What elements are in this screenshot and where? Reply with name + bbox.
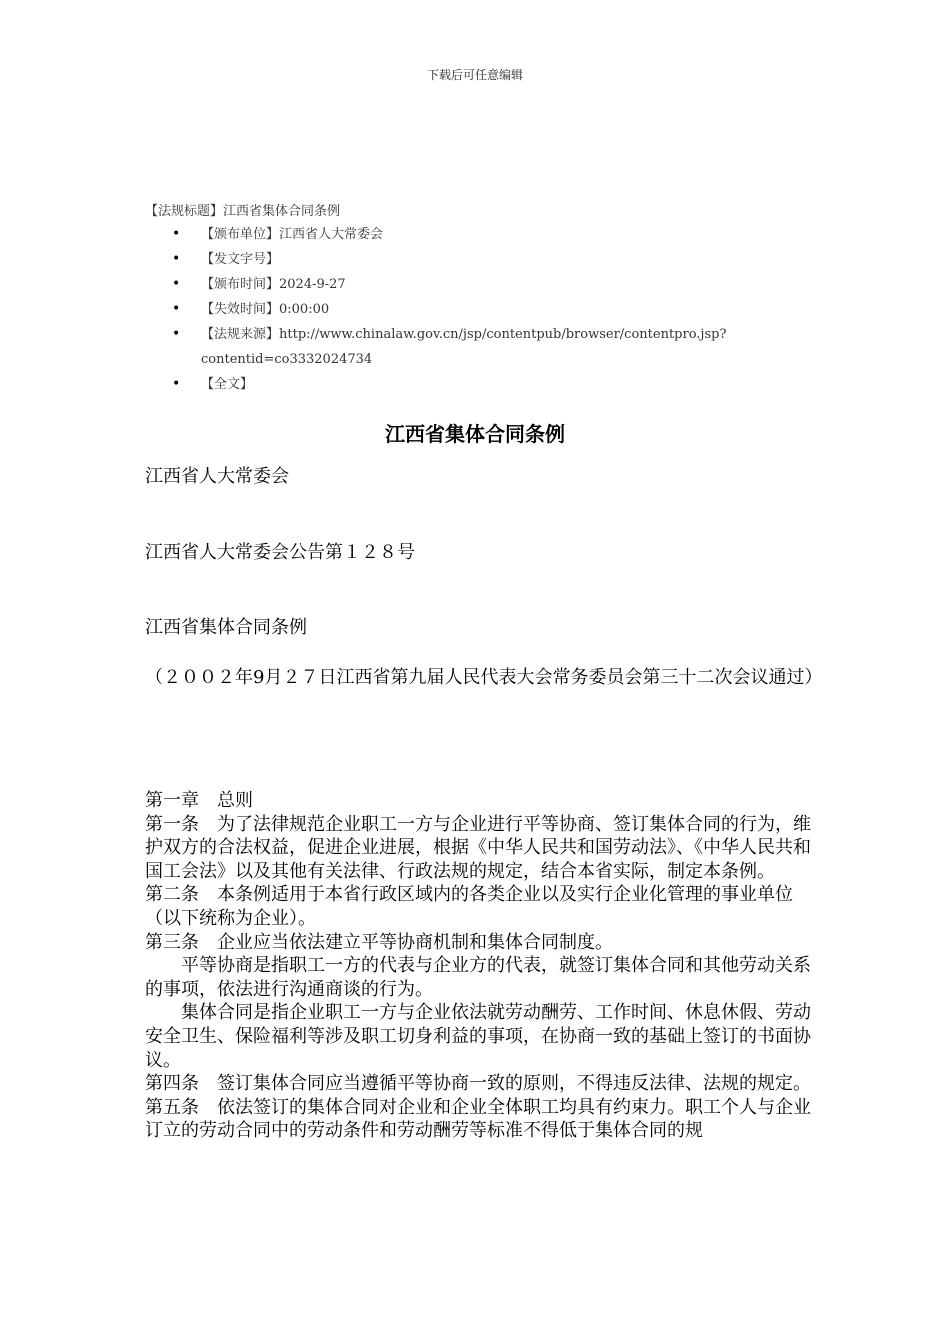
meta-item-expiry: [0, 297, 726, 322]
meta-item-doc-number: [0, 247, 726, 272]
body-paragraph: 第一条 为了法律规范企业职工一方与企业进行平等协商、签订集体合同的行为，维护双方的合法权益，促进企业进展，根据《中华人民共和国劳动法》、《中华人民共和国工会法》以及其他有关法律、行政法规的规定，结合本省实际，制定本条例。: [145, 813, 811, 882]
header-note: 下载后可任意编辑: [426, 68, 523, 82]
body-paragraph: 第四条 签订集体合同应当遵循平等协商一致的原则，不得违反法律、法规的规定。: [145, 1073, 811, 1095]
issuer-line: 江西省人大常委会: [145, 466, 289, 487]
subtitle-line: 江西省集体合同条例: [145, 617, 307, 638]
meta-source-url-cont[interactable]: contentid=co3332024734: [201, 352, 373, 367]
bullet-icon: •: [172, 226, 181, 242]
bullet-icon: •: [172, 376, 181, 392]
body-paragraph: 平等协商是指职工一方的代表与企业方的代表，就签订集体合同和其他劳动关系的事项，依法进行沟通商谈的行为。: [145, 955, 811, 1000]
body-paragraph: 第三条 企业应当依法建立平等协商机制和集体合同制度。: [145, 931, 613, 953]
body-paragraph: 第五条 依法签订的集体合同对企业和企业全体职工均具有约束力。职工个人与企业订立的劳动合同中的劳动条件和劳动酬劳等标准不得低于集体合同的规: [145, 1096, 811, 1142]
bullet-icon: •: [172, 251, 181, 267]
meta-item-text: 【失效时间】0:00:00: [201, 302, 330, 317]
meta-item-text: 【颁布单位】江西省人大常委会: [201, 227, 384, 242]
meta-item-text: 【全文】: [201, 377, 254, 392]
announcement-line: 江西省人大常委会公告第１２８号: [145, 542, 415, 563]
bullet-icon: •: [172, 276, 181, 292]
meta-source-url[interactable]: 【法规来源】http://www.chinalaw.gov.cn/jsp/contentpub/browser/contentpro.jsp?: [201, 327, 727, 342]
meta-list: [0, 222, 726, 397]
document-title: 江西省集体合同条例: [385, 422, 565, 446]
bullet-icon: •: [172, 326, 181, 342]
meta-item-source: [0, 322, 726, 372]
body-paragraph: 第二条 本条例适用于本省行政区域内的各类企业以及实行企业化管理的事业单位（以下统称为企业）。: [145, 884, 793, 929]
adoption-note: （２００２年9月２７日江西省第九届人民代表大会常务委员会第三十二次会议通过）: [145, 667, 823, 688]
body-paragraph: 集体合同是指企业职工一方与企业依法就劳动酬劳、工作时间、休息休假、劳动安全卫生、保险福利等涉及职工切身利益的事项，在协商一致的基础上签订的书面协议。: [145, 1002, 811, 1071]
meta-item-issue-date: [0, 272, 726, 297]
meta-item-text: 【颁布时间】2024-9-27: [201, 277, 346, 292]
body-paragraph: 第一章 总则: [145, 790, 253, 811]
meta-title: 【法规标题】江西省集体合同条例: [145, 204, 341, 219]
bullet-icon: •: [172, 301, 181, 317]
body-text: [145, 789, 825, 1143]
meta-item-issuer: [0, 222, 726, 247]
meta-item-fulltext: [0, 372, 726, 397]
meta-item-text: 【发文字号】: [201, 252, 280, 267]
